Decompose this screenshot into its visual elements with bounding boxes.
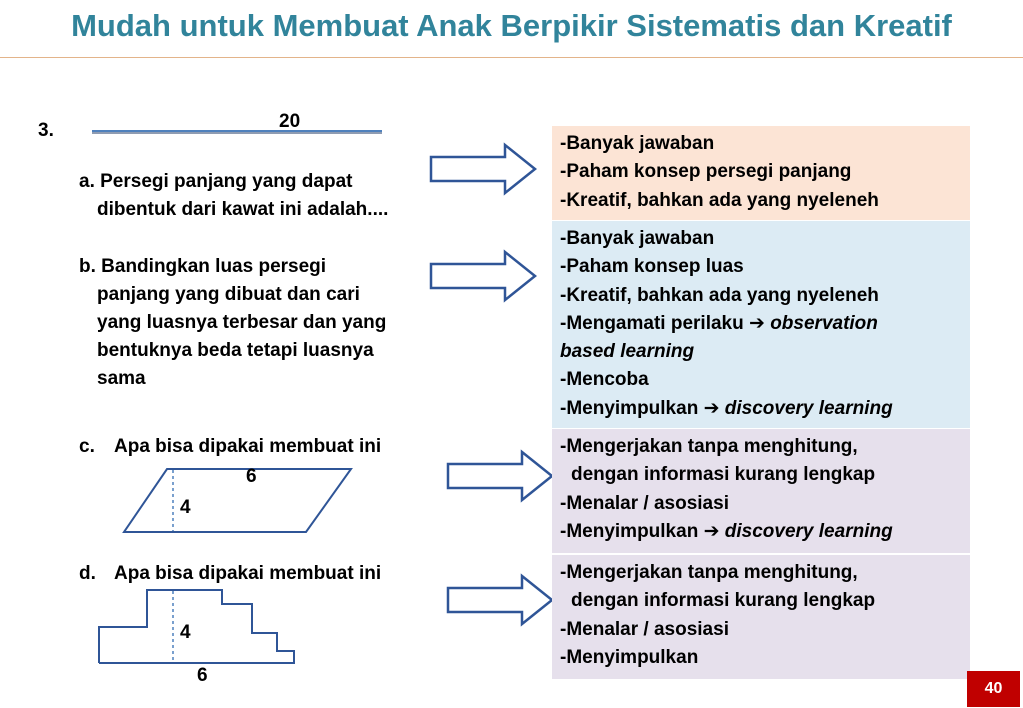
question-b-line-2: panjang yang dibuat dan cari <box>97 284 360 305</box>
page-number-badge: 40 <box>967 671 1020 707</box>
box3-line: -Menalar / asosiasi <box>560 492 729 514</box>
question-b-line-5: sama <box>97 368 146 389</box>
box4-line: dengan informasi kurang lengkap <box>571 590 876 612</box>
box1-line: -Banyak jawaban <box>560 133 715 154</box>
box2-line: -Paham konsep luas <box>560 256 744 278</box>
page-title: Mudah untuk Membuat Anak Berpikir Sistematis dan Kreatif <box>71 8 952 43</box>
parallelogram-figure <box>120 462 360 537</box>
arrow-right-icon <box>445 449 557 505</box>
box2-line: -Mencoba <box>560 369 649 391</box>
title-divider <box>0 57 1023 58</box>
outcome-box-1 <box>552 126 970 220</box>
staircase-height-label: 4 <box>180 622 191 643</box>
question-c-text: Apa bisa dipakai membuat ini <box>114 436 382 457</box>
box3-line <box>560 518 962 546</box>
box2-line: -Kreatif, bahkan ada yang nyeleneh <box>560 284 879 306</box>
box4-line: -Mengerjakan tanpa menghitung, <box>560 562 858 583</box>
arrow-right-icon <box>445 573 557 629</box>
box2-line <box>560 310 962 338</box>
question-d-text: Apa bisa dipakai membuat ini <box>114 563 382 584</box>
question-b-line-1: b. Bandingkan luas persegi <box>79 256 327 277</box>
box4-line: -Menyimpulkan <box>560 646 699 668</box>
outcome-box-4 <box>552 555 970 679</box>
box1-line: -Paham konsep persegi panjang <box>560 161 852 183</box>
box2-text: -Menyimpulkan <box>560 397 704 419</box>
question-number: 3. <box>38 120 54 141</box>
right-arrow-icon: ➔ <box>703 397 720 419</box>
box3-text: -Menyimpulkan <box>560 520 704 542</box>
wire-line <box>90 128 390 138</box>
question-c-marker: c. <box>79 436 95 457</box>
question-b-line-3: yang luasnya terbesar dan yang <box>97 312 387 333</box>
parallelogram-height-label: 4 <box>180 497 191 518</box>
arrow-right-icon <box>428 249 540 305</box>
staircase-figure <box>95 586 305 666</box>
box4-line: -Menalar / asosiasi <box>560 618 729 640</box>
box2-line <box>560 338 962 366</box>
box2-italic: based learning <box>560 341 695 363</box>
box2-italic: discovery learning <box>719 397 893 419</box>
outcome-box-3 <box>552 429 970 553</box>
right-arrow-icon: ➔ <box>703 520 720 542</box>
staircase-bottom-label: 6 <box>197 665 208 686</box>
box3-line: -Mengerjakan tanpa menghitung, <box>560 436 858 457</box>
parallelogram-top-label: 6 <box>246 466 257 487</box>
question-b-line-4: bentuknya beda tetapi luasnya <box>97 340 374 361</box>
question-a-line-2: dibentuk dari kawat ini adalah.... <box>97 199 389 220</box>
wire-length-label: 20 <box>279 111 301 132</box>
outcome-box-2 <box>552 221 970 428</box>
box3-line: dengan informasi kurang lengkap <box>571 464 876 486</box>
box2-text: -Mengamati perilaku <box>560 312 749 334</box>
box2-line: -Banyak jawaban <box>560 228 715 249</box>
box2-italic: observation <box>764 312 878 334</box>
box1-line: -Kreatif, bahkan ada yang nyeleneh <box>560 189 879 211</box>
arrow-right-icon <box>428 142 540 198</box>
box3-italic: discovery learning <box>719 520 893 542</box>
question-a-line-1: a. Persegi panjang yang dapat <box>79 171 353 192</box>
box2-line <box>560 395 962 423</box>
right-arrow-icon: ➔ <box>749 312 765 334</box>
question-d-marker: d. <box>79 563 96 584</box>
